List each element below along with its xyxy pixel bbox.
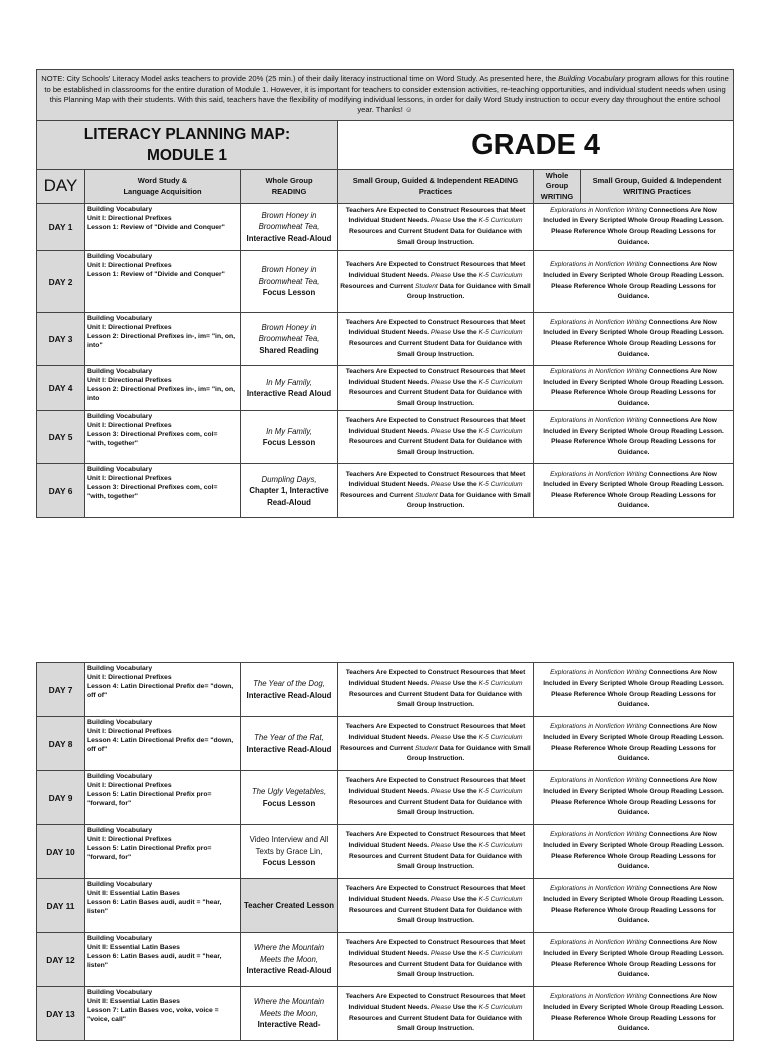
- writing-cell: Explorations in Nonfiction Writing Connections Are Now Included in Every Scripted Whole Group Reading Lesson. Please Reference Whole Group Reading Lessons for Guidance.: [534, 717, 734, 771]
- table-row: [37, 717, 734, 771]
- word-study-cell: Building Vocabulary Unit I: Directional Prefixes Lesson 5: Latin Directional Prefix pro= "forward, for": [85, 771, 241, 825]
- table-row: [37, 771, 734, 825]
- small-group-reading-cell: Teachers Are Expected to Construct Resources that Meet Individual Student Needs. Please Use the K-5 Curriculum Resources and Current Student Data for Guidance with Small Group Instruction.: [338, 717, 534, 771]
- reading-cell: The Year of the Dog, Interactive Read-Aloud: [241, 663, 338, 717]
- word-study-cell: Building Vocabulary Unit I: Directional Prefixes Lesson 3: Directional Prefixes com, col= "with, together": [85, 411, 241, 464]
- day-label: DAY 4: [37, 366, 85, 411]
- small-group-reading-cell: Teachers Are Expected to Construct Resources that Meet Individual Student Needs. Please Use the K-5 Curriculum Resources and Current Student Data for Guidance with Small Group Instruction.: [338, 879, 534, 933]
- reading-cell: Brown Honey in Broomwheat Tea, Interactive Read-Aloud: [241, 204, 338, 251]
- word-study-cell: Building Vocabulary Unit I: Directional Prefixes Lesson 2: Directional Prefixes in-, im= "in, on, into: [85, 366, 241, 411]
- reading-cell: Video Interview and All Texts by Grace Lin, Focus Lesson: [241, 825, 338, 879]
- word-study-cell: Building Vocabulary Unit I: Directional Prefixes Lesson 5: Latin Directional Prefix pro= "forward, for": [85, 825, 241, 879]
- day-label: DAY 12: [37, 933, 85, 987]
- header-whole-group-reading: Whole Group READING: [241, 170, 338, 204]
- day-label: DAY 7: [37, 663, 85, 717]
- writing-cell: Explorations in Nonfiction Writing Connections Are Now Included in Every Scripted Whole Group Reading Lesson. Please Reference Whole Group Reading Lessons for Guidance.: [534, 411, 734, 464]
- writing-cell: Explorations in Nonfiction Writing Connections Are Now Included in Every Scripted Whole Group Reading Lesson. Please Reference Whole Group Reading Lessons for Guidance.: [534, 987, 734, 1041]
- table-row: [37, 251, 734, 313]
- writing-cell: Explorations in Nonfiction Writing Connections Are Now Included in Every Scripted Whole Group Reading Lesson. Please Reference Whole Group Reading Lessons for Guidance.: [534, 313, 734, 366]
- word-study-cell: Building Vocabulary Unit I: Directional Prefixes Lesson 3: Directional Prefixes com, col= "with, together": [85, 464, 241, 518]
- table-row: [37, 204, 734, 251]
- small-group-reading-cell: Teachers Are Expected to Construct Resources that Meet Individual Student Needs. Please Use the K-5 Curriculum Resources and Current Student Data for Guidance with Small Group Instruction.: [338, 464, 534, 518]
- table-row: [37, 411, 734, 464]
- writing-cell: Explorations in Nonfiction Writing Connections Are Now Included in Every Scripted Whole Group Reading Lesson. Please Reference Whole Group Reading Lessons for Guidance.: [534, 204, 734, 251]
- planning-map-table-1: [36, 69, 734, 518]
- word-study-cell: Building Vocabulary Unit II: Essential Latin Bases Lesson 6: Latin Bases audi, audit = "hear, listen": [85, 879, 241, 933]
- word-study-cell: Building Vocabulary Unit I: Directional Prefixes Lesson 2: Directional Prefixes in-, im= "in, on, into": [85, 313, 241, 366]
- day-label: DAY 9: [37, 771, 85, 825]
- writing-cell: Explorations in Nonfiction Writing Connections Are Now Included in Every Scripted Whole Group Reading Lesson. Please Reference Whole Group Reading Lessons for Guidance.: [534, 771, 734, 825]
- word-study-cell: Building Vocabulary Unit I: Directional Prefixes Lesson 4: Latin Directional Prefix de= "down, off of": [85, 663, 241, 717]
- small-group-reading-cell: Teachers Are Expected to Construct Resources that Meet Individual Student Needs. Please Use the K-5 Curriculum Resources and Current Student Data for Guidance with Small Group Instruction.: [338, 313, 534, 366]
- small-group-reading-cell: Teachers Are Expected to Construct Resources that Meet Individual Student Needs. Please Use the K-5 Curriculum Resources and Current Student Data for Guidance with Small Group Instruction.: [338, 825, 534, 879]
- writing-cell: Explorations in Nonfiction Writing Connections Are Now Included in Every Scripted Whole Group Reading Lesson. Please Reference Whole Group Reading Lessons for Guidance.: [534, 464, 734, 518]
- small-group-reading-cell: Teachers Are Expected to Construct Resources that Meet Individual Student Needs. Please Use the K-5 Curriculum Resources and Current Student Data for Guidance with Small Group Instruction.: [338, 366, 534, 411]
- reading-cell: In My Family, Interactive Read Aloud: [241, 366, 338, 411]
- reading-cell: Brown Honey in Broomwheat Tea, Shared Reading: [241, 313, 338, 366]
- writing-cell: Explorations in Nonfiction Writing Connections Are Now Included in Every Scripted Whole Group Reading Lesson. Please Reference Whole Group Reading Lessons for Guidance.: [534, 933, 734, 987]
- reading-cell: Where the Mountain Meets the Moon, Interactive Read-Aloud: [241, 933, 338, 987]
- small-group-reading-cell: Teachers Are Expected to Construct Resources that Meet Individual Student Needs. Please Use the K-5 Curriculum Resources and Current Student Data for Guidance with Small Group Instruction.: [338, 933, 534, 987]
- day-label: DAY 6: [37, 464, 85, 518]
- header-word-study: Word Study & Language Acquisition: [85, 170, 241, 204]
- writing-cell: Explorations in Nonfiction Writing Connections Are Now Included in Every Scripted Whole Group Reading Lesson. Please Reference Whole Group Reading Lessons for Guidance.: [534, 663, 734, 717]
- word-study-note: NOTE: City Schools' Literacy Model asks teachers to provide 20% (25 min.) of their daily literacy instructional time on Word Study. As presented here, the Building Vocabulary program allows for this routine to be established in classrooms for the entire duration of Module 1. However, it is important for teachers to consider extension activities, re-teaching opportunities, and individual student needs when using this Planning Map with their students. With this said, teachers have the flexibility of modifying individual lessons, in order for daily Word Study instruction to occur every day throughout the entire school year. Thanks! ☺: [37, 70, 734, 121]
- table-row: [37, 464, 734, 518]
- table-row: [37, 366, 734, 411]
- writing-cell: Explorations in Nonfiction Writing Connections Are Now Included in Every Scripted Whole Group Reading Lesson. Please Reference Whole Group Reading Lessons for Guidance.: [534, 366, 734, 411]
- small-group-reading-cell: Teachers Are Expected to Construct Resources that Meet Individual Student Needs. Please Use the K-5 Curriculum Resources and Current Student Data for Guidance with Small Group Instruction.: [338, 771, 534, 825]
- reading-cell: Dumpling Days, Chapter 1, Interactive Read-Aloud: [241, 464, 338, 518]
- table-row: [37, 987, 734, 1041]
- day-label: DAY 5: [37, 411, 85, 464]
- reading-cell: Teacher Created Lesson: [241, 879, 338, 933]
- word-study-cell: Building Vocabulary Unit I: Directional Prefixes Lesson 4: Latin Directional Prefix de= "down, off of": [85, 717, 241, 771]
- word-study-cell: Building Vocabulary Unit II: Essential Latin Bases Lesson 6: Latin Bases audi, audit = "hear, listen": [85, 933, 241, 987]
- writing-cell: Explorations in Nonfiction Writing Connections Are Now Included in Every Scripted Whole Group Reading Lesson. Please Reference Whole Group Reading Lessons for Guidance.: [534, 825, 734, 879]
- writing-cell: Explorations in Nonfiction Writing Connections Are Now Included in Every Scripted Whole Group Reading Lesson. Please Reference Whole Group Reading Lessons for Guidance.: [534, 251, 734, 313]
- header-whole-group-writing: Whole Group WRITING: [534, 170, 581, 204]
- day-label: DAY 10: [37, 825, 85, 879]
- header-small-group-writing: Small Group, Guided & Independent WRITING Practices: [581, 170, 734, 204]
- day-label: DAY 1: [37, 204, 85, 251]
- day-label: DAY 3: [37, 313, 85, 366]
- day-label: DAY 2: [37, 251, 85, 313]
- day-label: DAY 8: [37, 717, 85, 771]
- page-title: LITERACY PLANNING MAP: MODULE 1: [37, 121, 338, 170]
- table-row: [37, 933, 734, 987]
- small-group-reading-cell: Teachers Are Expected to Construct Resources that Meet Individual Student Needs. Please Use the K-5 Curriculum Resources and Current Student Data for Guidance with Small Group Instruction.: [338, 251, 534, 313]
- reading-cell: Where the Mountain Meets the Moon, Interactive Read-: [241, 987, 338, 1041]
- word-study-cell: Building Vocabulary Unit II: Essential Latin Bases Lesson 7: Latin Bases voc, voke, voice = "voice, call": [85, 987, 241, 1041]
- reading-cell: Brown Honey in Broomwheat Tea, Focus Lesson: [241, 251, 338, 313]
- small-group-reading-cell: Teachers Are Expected to Construct Resources that Meet Individual Student Needs. Please Use the K-5 Curriculum Resources and Current Student Data for Guidance with Small Group Instruction.: [338, 204, 534, 251]
- table-row: [37, 879, 734, 933]
- small-group-reading-cell: Teachers Are Expected to Construct Resources that Meet Individual Student Needs. Please Use the K-5 Curriculum Resources and Current Student Data for Guidance with Small Group Instruction.: [338, 411, 534, 464]
- grade-title: GRADE 4: [338, 121, 734, 170]
- table-row: [37, 825, 734, 879]
- small-group-reading-cell: Teachers Are Expected to Construct Resources that Meet Individual Student Needs. Please Use the K-5 Curriculum Resources and Current Student Data for Guidance with Small Group Instruction.: [338, 663, 534, 717]
- table-row: [37, 313, 734, 366]
- reading-cell: The Year of the Rat, Interactive Read-Aloud: [241, 717, 338, 771]
- writing-cell: Explorations in Nonfiction Writing Connections Are Now Included in Every Scripted Whole Group Reading Lesson. Please Reference Whole Group Reading Lessons for Guidance.: [534, 879, 734, 933]
- day-label: DAY 11: [37, 879, 85, 933]
- word-study-cell: Building Vocabulary Unit I: Directional Prefixes Lesson 1: Review of "Divide and Conquer": [85, 251, 241, 313]
- word-study-cell: Building Vocabulary Unit I: Directional Prefixes Lesson 1: Review of "Divide and Conquer": [85, 204, 241, 251]
- planning-map-table-2: [36, 662, 734, 1041]
- header-small-group-reading: Small Group, Guided & Independent READING Practices: [338, 170, 534, 204]
- small-group-reading-cell: Teachers Are Expected to Construct Resources that Meet Individual Student Needs. Please Use the K-5 Curriculum Resources and Current Student Data for Guidance with Small Group Instruction.: [338, 987, 534, 1041]
- reading-cell: In My Family, Focus Lesson: [241, 411, 338, 464]
- day-label: DAY 13: [37, 987, 85, 1041]
- reading-cell: The Ugly Vegetables, Focus Lesson: [241, 771, 338, 825]
- header-day: DAY: [37, 170, 85, 204]
- table-row: [37, 663, 734, 717]
